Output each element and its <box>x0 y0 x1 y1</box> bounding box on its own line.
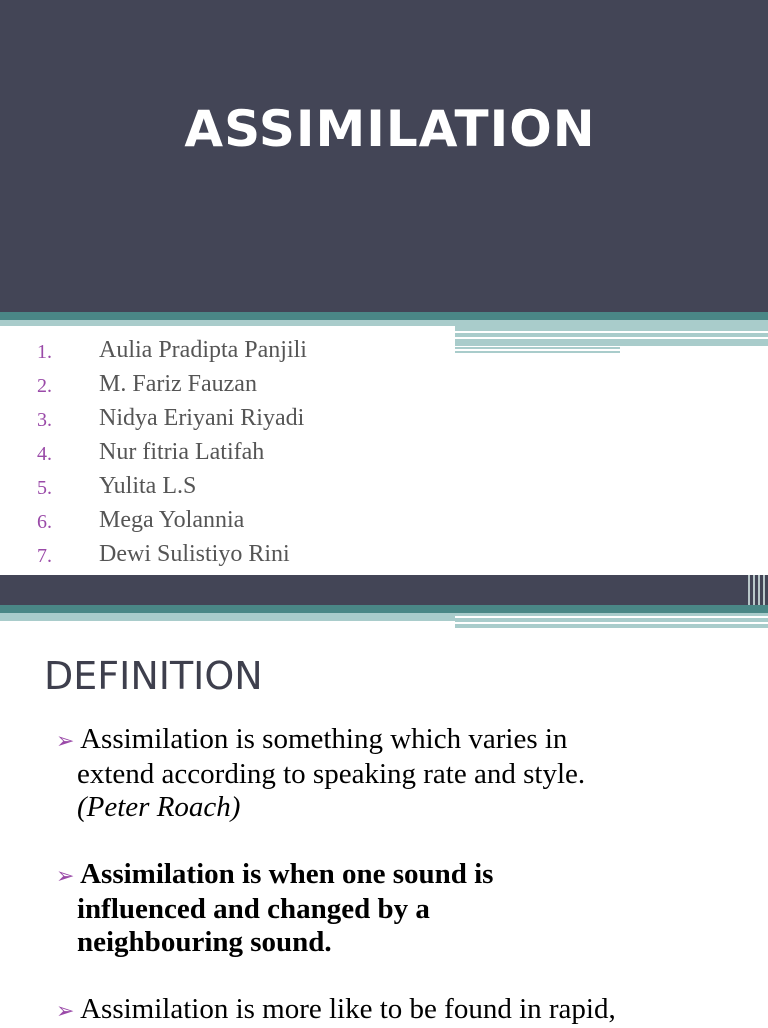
list-number: 2. <box>37 375 52 397</box>
stripe-line <box>455 331 768 333</box>
bullet-item <box>56 723 756 824</box>
divider-teal <box>0 312 768 320</box>
bullet-text: influenced and changed by a <box>77 893 430 925</box>
member-name: Aulia Pradipta Panjili <box>99 337 307 363</box>
bullet-text: extend according to speaking rate and style. <box>77 758 586 790</box>
member-name: Nur fitria Latifah <box>99 439 265 465</box>
band-stripes <box>745 575 768 605</box>
list-number: 4. <box>37 443 52 465</box>
member-name: M. Fariz Fauzan <box>99 371 257 397</box>
member-name: Dewi Sulistiyo Rini <box>99 541 290 567</box>
list-number: 6. <box>37 511 52 533</box>
list-item <box>0 333 460 367</box>
list-item <box>0 537 460 571</box>
slide2-band <box>0 575 768 605</box>
list-number: 1. <box>37 341 52 363</box>
bullet-item <box>56 993 756 1028</box>
section-heading: DEFINITION <box>44 654 263 698</box>
stripe-line <box>455 622 768 624</box>
stripe-line <box>455 351 620 353</box>
list-number: 5. <box>37 477 52 499</box>
list-item <box>0 435 460 469</box>
list-item <box>0 469 460 503</box>
list-number: 3. <box>37 409 52 431</box>
member-name: Mega Yolannia <box>99 507 245 533</box>
bullet-text: neighbouring sound. <box>77 926 332 958</box>
member-name: Yulita L.S <box>99 473 197 499</box>
divider-gap <box>0 621 455 631</box>
bullet-text: Assimilation is when one sound is <box>80 858 494 890</box>
bullet-text: Assimilation is more like to be found in rapid, <box>80 993 616 1025</box>
arrow-bullet-icon: ➢ <box>56 999 75 1024</box>
stripe-line <box>455 337 768 339</box>
stripe-line <box>455 347 620 349</box>
list-item <box>0 367 460 401</box>
member-name: Nidya Eriyani Riyadi <box>99 405 305 431</box>
list-number: 7. <box>37 545 52 567</box>
arrow-bullet-icon: ➢ <box>56 729 75 754</box>
slide-title: ASSIMILATION <box>184 100 596 158</box>
list-item <box>0 503 460 537</box>
bullet-item <box>56 858 756 959</box>
stripe-line <box>455 616 768 618</box>
divider-teal <box>0 605 768 613</box>
list-item <box>0 401 460 435</box>
bullet-text: Assimilation is something which varies in <box>80 723 568 755</box>
arrow-bullet-icon: ➢ <box>56 864 75 889</box>
citation: (Peter Roach) <box>77 791 241 823</box>
